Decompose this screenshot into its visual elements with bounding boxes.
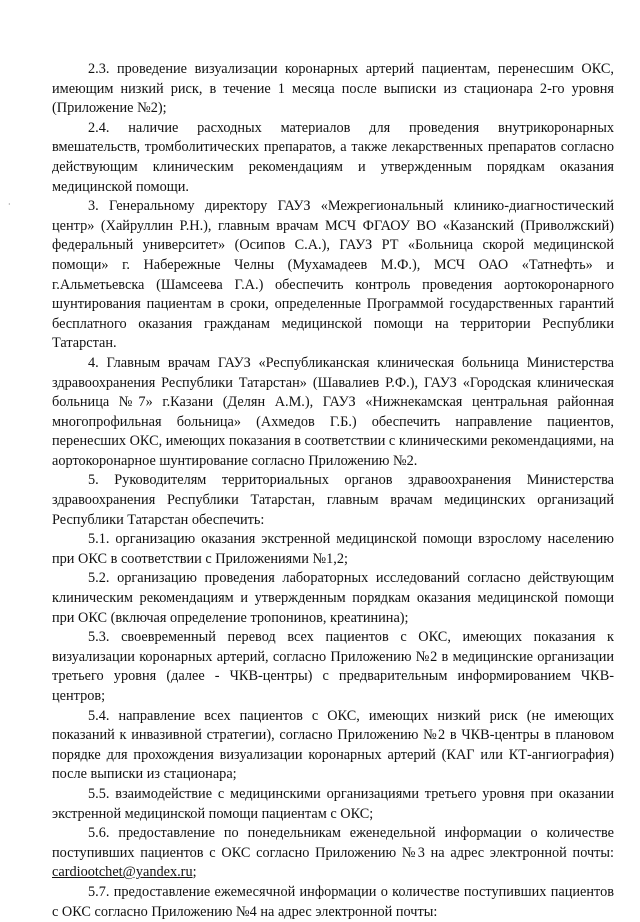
paragraph-5-2: 5.2. организацию проведения лабораторных исследований согласно действующим клиническим рекомендациям и утвержденным порядкам оказания медицинской помощи при ОКС (включая определение тропонинов, креатинина); bbox=[52, 570, 614, 626]
paragraph-3: 3. Генеральному директору ГАУЗ «Межрегиональный клинико-диагностический центр» (Хайруллин Р.Н.), главным врачам МСЧ ФГАОУ ВО «Казанский (Приволжский) федеральный университет» (Осипов С.А.), ГАУЗ РТ «Больница скорой медицинской помощи» г. Набережные Челны (Мухамадеев М.Ф.), МСЧ ОАО «Татнефть» и г.Альметьевска (Шамсеева Г.А.) обеспечить контроль проведения аортокоронарного шунтирования пациентам в сроки, определенные Программой государственных гарантий бесплатного оказания гражданам медицинской помощи на территории Республики Татарстан. bbox=[52, 198, 614, 352]
paragraph-4: 4. Главным врачам ГАУЗ «Республиканская клиническая больница Министерства здравоохранения Республики Татарстан» (Шавалиев Р.Ф.), ГАУЗ «Городская клиническая больница №7» г.Казани (Делян А.М.), ГАУЗ «Нижнекамская центральная районная многопрофильная больница» (Ахмедов Г.Б.) обеспечить направление пациентов, перенесших ОКС, имеющих показания в соответствии с клиническими рекомендациями, на аортокоронарное шунтирование согласно Приложению №2. bbox=[52, 354, 614, 469]
paragraph-5-4: 5.4. направление всех пациентов с ОКС, имеющих низкий риск (не имеющих показаний к инвазивной стратегии), согласно Приложению №2 в ЧКВ-центры в плановом порядке для прохождения визуализации коронарных артерий (КАГ или КТ-ангиография) после выписки из стационара; bbox=[52, 707, 614, 783]
email-link[interactable]: cardiootchet@yandex.ru bbox=[52, 864, 193, 881]
paragraph-5-1: 5.1. организацию оказания экстренной медицинской помощи взрослому населению при ОКС в соответствии с Приложениями №1,2; bbox=[52, 531, 614, 567]
paragraph-5-6-text: 5.6. предоставление по понедельникам еженедельной информации о количестве поступивших пациентов с ОКС согласно Приложению №3 на адрес электронной почты: bbox=[52, 825, 614, 861]
email-suffix: ; bbox=[192, 864, 197, 881]
paragraph-5-3: 5.3. своевременный перевод всех пациентов с ОКС, имеющих показания к визуализации коронарных артерий, согласно Приложению №2 в медицинские организации третьего уровня (далее - ЧКВ-центры) с предварительным информированием ЧКВ-центров; bbox=[52, 629, 614, 704]
paragraph-5-6 bbox=[52, 824, 614, 883]
document-body bbox=[52, 60, 614, 922]
paragraph-5-7: 5.7. предоставление ежемесячной информации о количестве поступивших пациентов с ОКС согласно Приложению №4 на адрес электронной почты: bbox=[52, 883, 614, 920]
paragraph-2-3: 2.3. проведение визуализации коронарных артерий пациентам, перенесшим ОКС, имеющим низкий риск, в течение 1 месяца после выписки из стационара 2-го уровня (Приложение №2); bbox=[52, 61, 614, 117]
paragraph-5: 5. Руководителям территориальных органов здравоохранения Министерства здравоохранения Республики Татарстан, главным врачам медицинских организаций Республики Татарстан обеспечить: bbox=[52, 472, 614, 528]
paragraph-5-5: 5.5. взаимодействие с медицинскими организациями третьего уровня при оказании экстренной медицинской помощи пациентам с ОКС; bbox=[52, 785, 614, 822]
scan-edge-mark: · bbox=[8, 200, 11, 209]
paragraph-2-4: 2.4. наличие расходных материалов для проведения внутрикоронарных вмешательств, тромболитических препаратов, а также лекарственных препаратов согласно действующим клиническим рекомендациям и утвержденным порядкам оказания медицинской помощи. bbox=[52, 119, 614, 195]
